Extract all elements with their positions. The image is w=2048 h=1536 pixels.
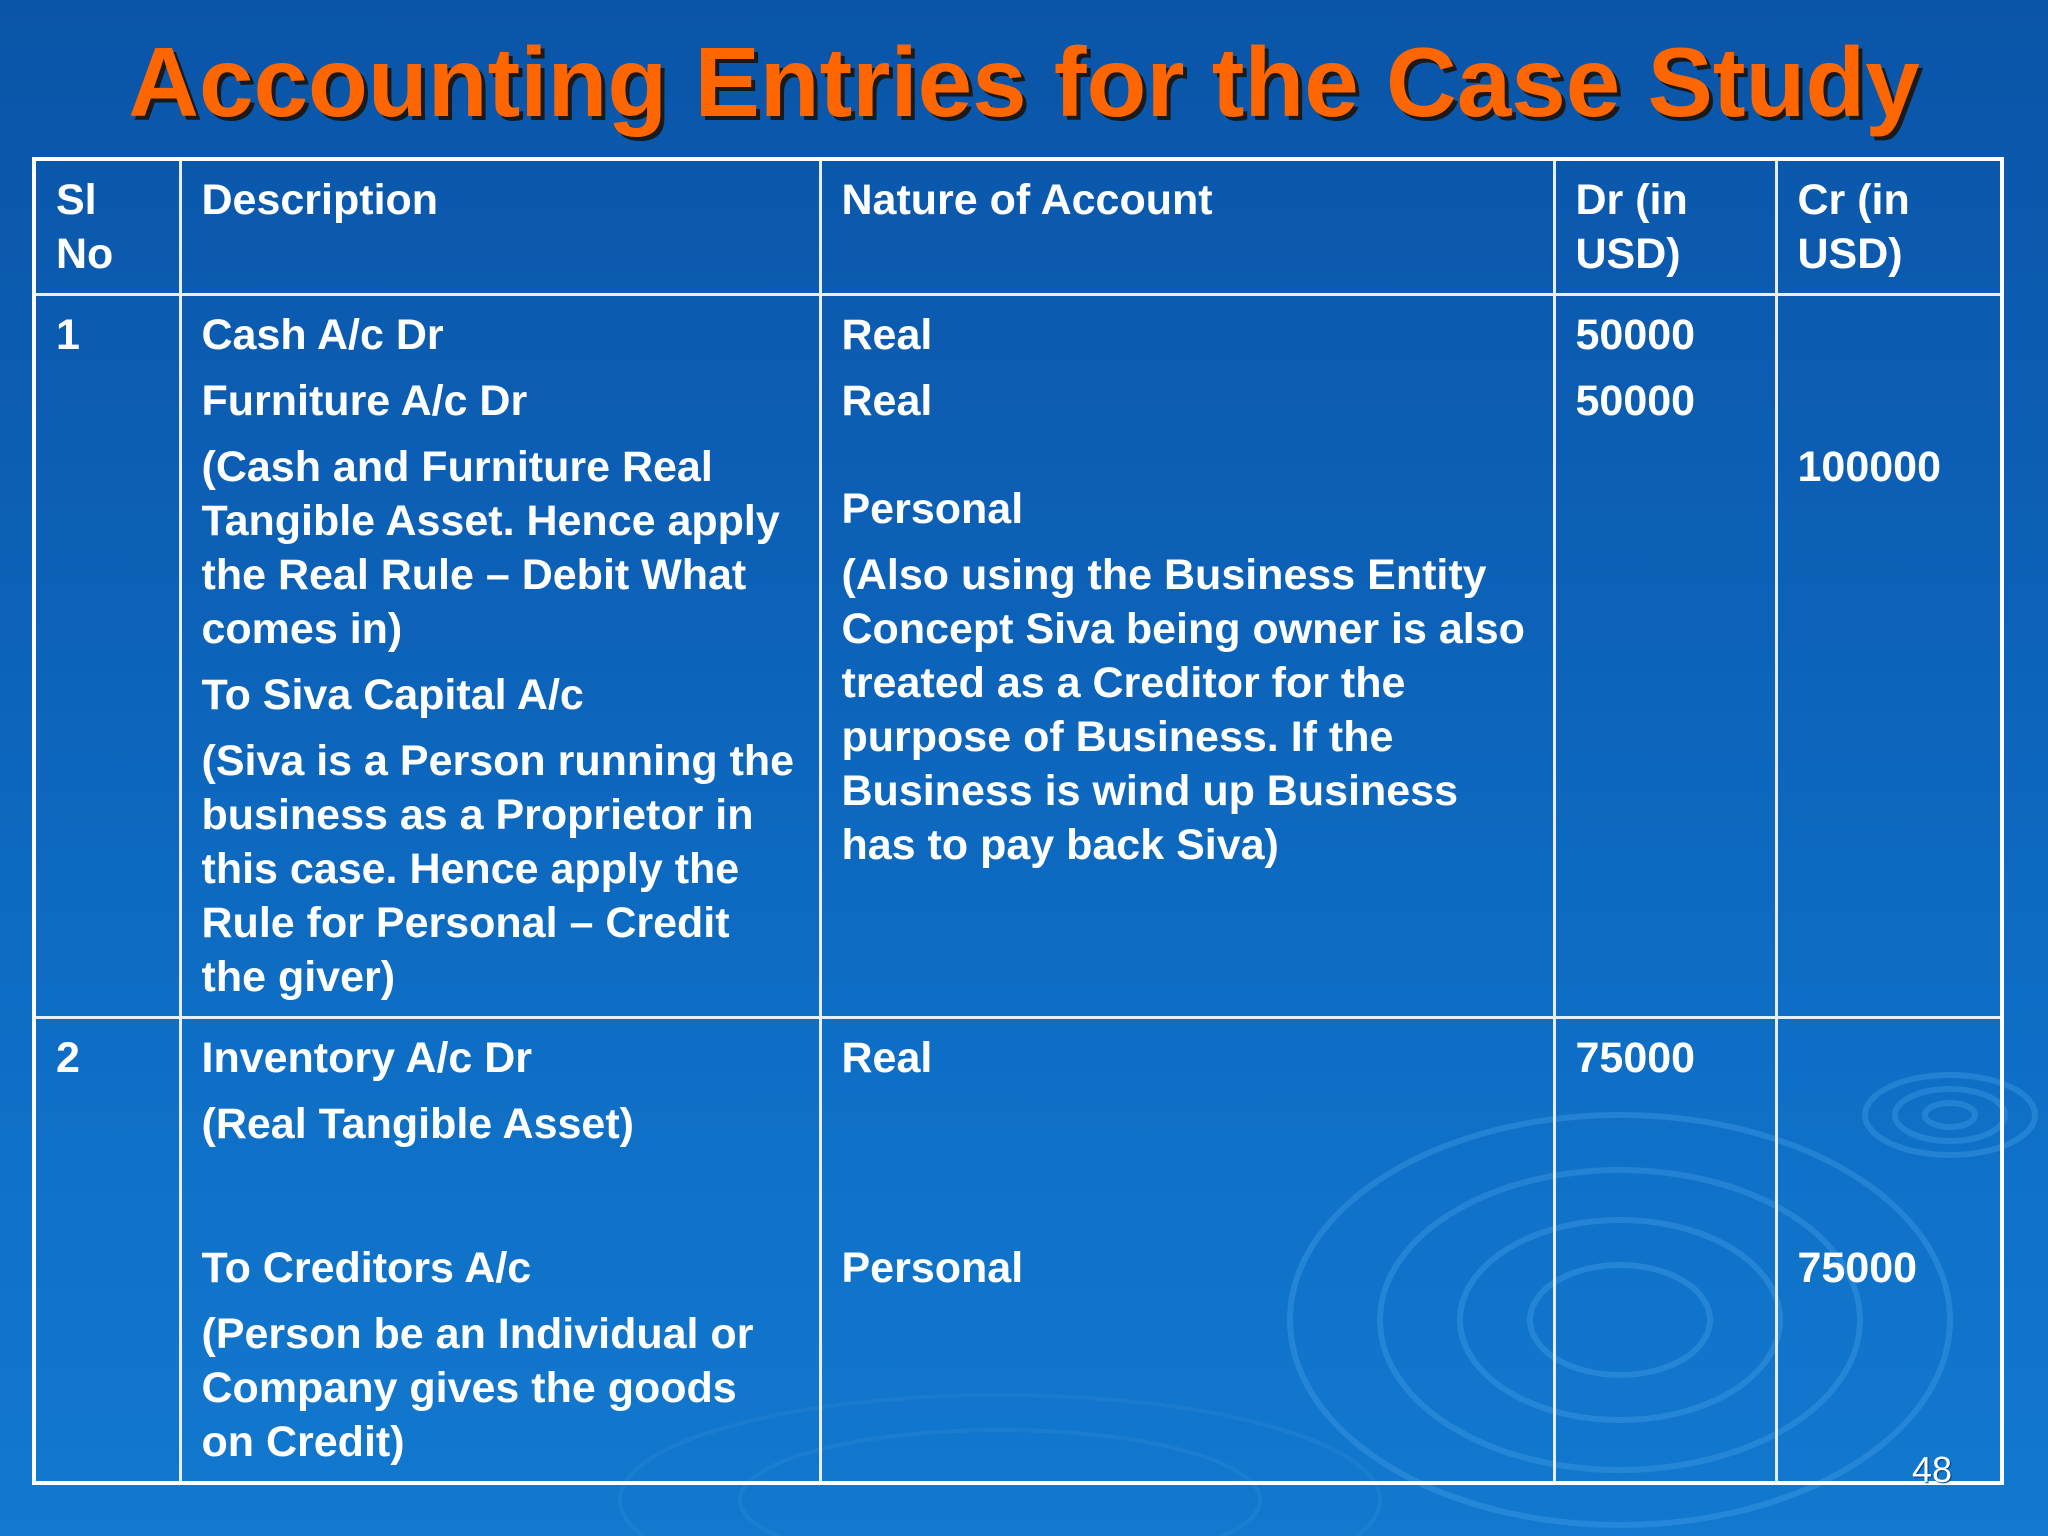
slide-title: Accounting Entries for the Case Study [128,27,1920,137]
spacer [1798,308,1981,362]
debit-amount: 50000 [1575,377,1696,425]
cell-nature-of-account [820,1018,1554,1484]
entry-line: Cash A/c Dr [201,311,444,359]
spacer [842,428,1533,482]
nature-line: Personal [841,485,1024,533]
spacer [1798,374,1981,428]
header-nature-of-account: Nature of Account [820,159,1554,295]
nature-line: Real [841,1034,933,1082]
header-debit: Dr (in USD) [1554,159,1776,295]
debit-amount: 75000 [1575,1034,1696,1082]
cell-description [180,1018,820,1484]
entry-explanation: (Cash and Furniture Real Tangible Asset. Hence apply the Real Rule – Debit What comes in) [201,443,780,653]
nature-line: Real [841,311,933,359]
cell-credit [1776,295,2002,1018]
spacer [842,1151,1533,1229]
debit-amount: 50000 [1575,311,1696,359]
spacer [1798,1151,1981,1229]
nature-explanation: (Also using the Business Entity Concept Siva being owner is also treated as a Creditor for the purpose of Business. If the Business is wind up Business has to pay back Siva) [841,551,1525,869]
cell-sl-no: 1 [34,295,180,1018]
nature-line: Real [841,377,933,425]
spacer [202,1151,799,1229]
credit-amount: 100000 [1797,443,1941,491]
spacer [1798,1097,1981,1151]
entry-line: Furniture A/c Dr [201,377,528,425]
table-row [34,295,2002,1018]
cell-sl-no: 2 [34,1018,180,1484]
table-header-row [34,159,2002,295]
accounting-entries-table [32,157,2004,1485]
cell-debit [1554,295,1776,1018]
cell-debit [1554,1018,1776,1484]
entry-line: Inventory A/c Dr [201,1034,533,1082]
entry-explanation: (Real Tangible Asset) [201,1100,634,1148]
entry-explanation: (Siva is a Person running the business as a Proprietor in this case. Hence apply the Rule for Personal – Credit the giver) [201,737,795,1001]
table-row [34,1018,2002,1484]
spacer [842,1097,1533,1151]
accounting-entries-table-container [32,157,2000,1465]
cell-nature-of-account [820,295,1554,1018]
header-description: Description [180,159,820,295]
page-number: 48 [1911,1449,1952,1490]
entry-line: To Siva Capital A/c [201,671,584,719]
entry-explanation: (Person be an Individual or Company gives the goods on Credit) [201,1310,754,1466]
nature-line: Personal [841,1244,1024,1292]
entry-line: To Creditors A/c [201,1244,532,1292]
cell-description [180,295,820,1018]
header-credit: Cr (in USD) [1776,159,2002,295]
cell-credit [1776,1018,2002,1484]
credit-amount: 75000 [1797,1244,1918,1292]
header-sl-no: Sl No [34,159,180,295]
spacer [1798,1031,1981,1085]
